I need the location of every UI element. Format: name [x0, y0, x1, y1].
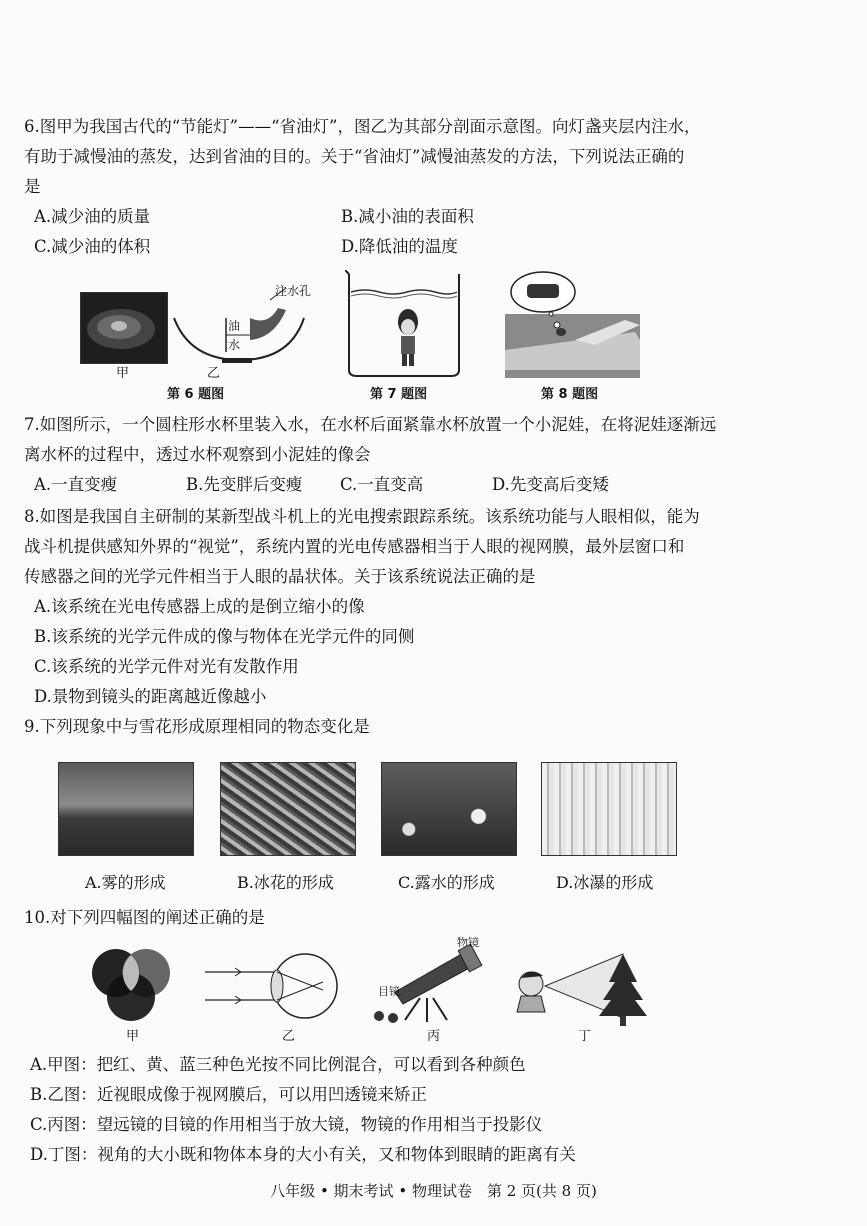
question-10-options	[24, 1050, 824, 1170]
q9-photo-ice-waterfall	[541, 762, 677, 856]
q10-fig-jia-color-mixing	[88, 945, 178, 1023]
q9-photo-ice-flower	[220, 762, 356, 856]
fig8-caption: 第 8 题图	[541, 387, 599, 402]
q8-option-a: A.该系统在光电传感器上成的是倒立缩小的像	[34, 597, 365, 616]
q7-option-d: D.先变高后变矮	[492, 475, 609, 494]
q10-ding-label: 丁	[578, 1029, 592, 1044]
question-10	[24, 903, 824, 933]
q7-option-b: B.先变胖后变瘦	[186, 475, 303, 494]
q6-option-d: D.降低油的温度	[341, 237, 458, 256]
q6-option-a: A.减少油的质量	[34, 207, 151, 226]
fig6-jia-label: 甲	[116, 366, 130, 381]
q8-line-2: 战斗机提供感知外界的“视觉”，系统内置的光电传感器相当于人眼的视网膜，最外层窗口和	[24, 537, 685, 556]
q8-option-d: D.景物到镜头的距离越近像越小	[34, 687, 267, 706]
q6-line-2: 有助于减慢油的蒸发，达到省油的目的。关于“省油灯”减慢油蒸发的方法，下列说法正确的	[24, 147, 685, 166]
fig6-oil-lamp-photo	[80, 292, 168, 364]
q10-jia-label: 甲	[126, 1029, 140, 1044]
q10-fig-yi-eye-diagram	[205, 950, 340, 1022]
fig6-hole-label: 注水孔	[275, 284, 312, 298]
q10-yi-label: 乙	[282, 1029, 296, 1044]
q10-option-d: D.丁图：视角的大小既和物体本身的大小有关，又和物体到眼睛的距离有关	[30, 1145, 576, 1164]
q6-option-c: C.减少油的体积	[34, 237, 151, 256]
fig6-yi-label: 乙	[207, 366, 221, 381]
q8-line-3: 传感器之间的光学元件相当于人眼的晶状体。关于该系统说法正确的是	[24, 567, 536, 586]
q10-eyepiece-label: 目镜	[378, 985, 400, 998]
q10-objective-label: 物镜	[457, 936, 479, 949]
fig6-caption: 第 6 题图	[167, 387, 225, 402]
q9-photo-fog	[58, 762, 194, 856]
q8-line-1: 8.如图是我国自主研制的某新型战斗机上的光电搜索跟踪系统。该系统功能与人眼相似，能为	[24, 507, 700, 526]
fig8-fighter-jet-sensor-photo	[505, 270, 640, 378]
q6-option-b: B.减小油的表面积	[341, 207, 474, 226]
q10-fig-ding-visual-angle	[515, 948, 655, 1028]
q7-line-2: 离水杯的过程中，透过水杯观察到小泥娃的像会	[24, 445, 371, 464]
q8-option-b: B.该系统的光学元件成的像与物体在光学元件的同侧	[34, 627, 415, 646]
q9-option-a: A.雾的形成	[85, 873, 166, 892]
q8-option-c: C.该系统的光学元件对光有发散作用	[34, 657, 299, 676]
q6-line-1: 6.图甲为我国古代的“节能灯”——“省油灯”，图乙为其部分剖面示意图。向灯盏夹层内注水，	[24, 117, 701, 136]
q7-line-1: 7.如图所示，一个圆柱形水杯里装入水，在水杯后面紧靠水杯放置一个小泥娃，在将泥娃逐渐远	[24, 415, 717, 434]
q7-option-c: C.一直变高	[340, 475, 424, 494]
q10-option-a: A.甲图：把红、黄、蓝三种色光按不同比例混合，可以看到各种颜色	[30, 1055, 526, 1074]
fig7-caption: 第 7 题图	[370, 387, 428, 402]
q10-option-b: B.乙图：近视眼成像于视网膜后，可以用凹透镜来矫正	[30, 1085, 427, 1104]
page-footer: 八年级 • 期末考试 • 物理试卷 第 2 页(共 8 页)	[270, 1182, 597, 1200]
q9-photo-dew	[381, 762, 517, 856]
q10-line-1: 10.对下列四幅图的阐述正确的是	[24, 908, 265, 927]
q10-option-c: C.丙图：望远镜的目镜的作用相当于放大镜，物镜的作用相当于投影仪	[30, 1115, 543, 1134]
q9-line-1: 9.下列现象中与雪花形成原理相同的物态变化是	[24, 717, 370, 736]
fig6-water-label: 水	[228, 338, 241, 352]
question-8	[24, 502, 824, 712]
q9-option-b: B.冰花的形成	[237, 873, 334, 892]
q9-option-c: C.露水的形成	[398, 873, 495, 892]
fig7-water-cup-diagram	[345, 270, 465, 378]
question-6	[24, 112, 824, 262]
q10-bing-label: 丙	[427, 1029, 441, 1044]
question-7	[24, 410, 824, 500]
q7-option-a: A.一直变瘦	[34, 475, 118, 494]
q6-line-3: 是	[24, 177, 41, 196]
q9-option-d: D.冰瀑的形成	[556, 873, 654, 892]
question-9	[24, 712, 824, 742]
fig6-oil-label: 油	[228, 319, 241, 333]
